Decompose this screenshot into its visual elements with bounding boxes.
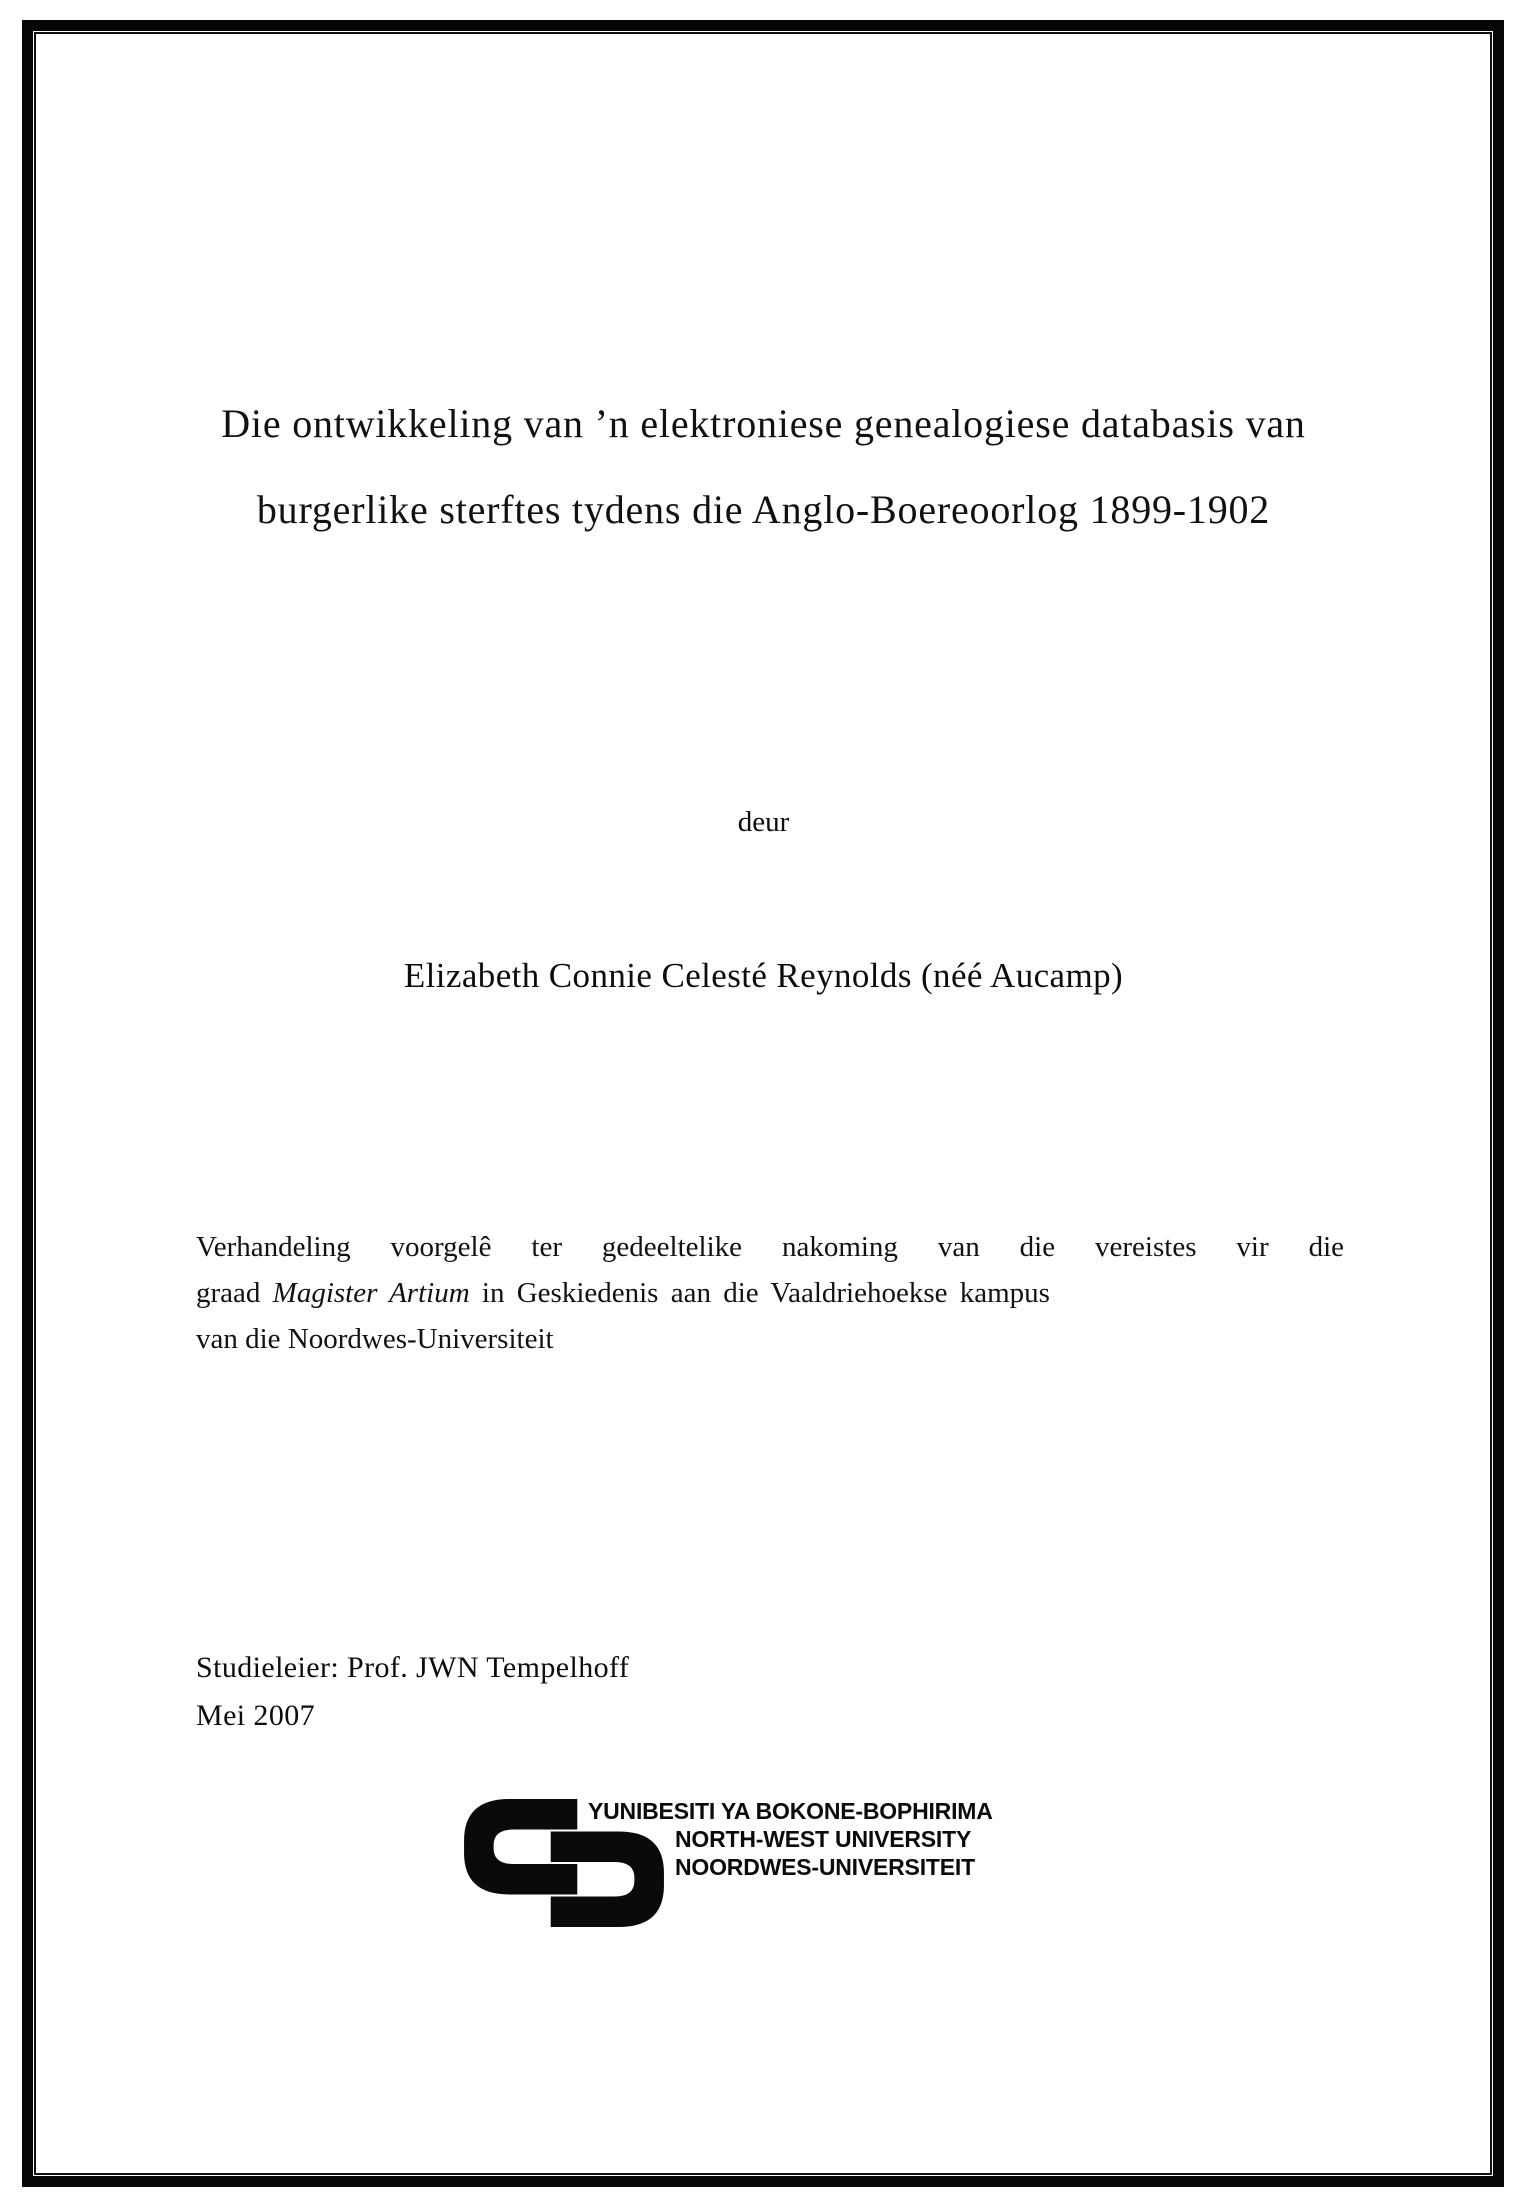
author-name: Elizabeth Connie Celesté Reynolds (néé Aucamp) — [403, 956, 1124, 995]
logo-text-setswana: YUNIBESITI YA BOKONE-BOPHIRIMA — [588, 1798, 993, 1824]
statement-line-2-post: in Geskiedenis aan die Vaaldriehoekse kampus — [469, 1277, 1050, 1309]
supervisor-block — [196, 1644, 629, 1740]
byline: deur — [737, 806, 790, 838]
statement-line-2-pre: graad — [196, 1277, 273, 1309]
date-line: Mei 2007 — [196, 1699, 316, 1732]
university-logo — [464, 1795, 1104, 1935]
supervisor-line: Studieleier: Prof. JWN Tempelhoff — [196, 1651, 630, 1684]
thesis-title-line-1: Die ontwikkeling van ’n elektroniese genealogiese databasis van — [221, 401, 1306, 446]
statement-line-2 — [196, 1270, 1344, 1316]
logo-text-english: NORTH-WEST UNIVERSITY — [675, 1826, 972, 1852]
thesis-title-line-2: burgerlike sterftes tydens die Anglo-Boereoorlog 1899-1902 — [256, 487, 1271, 532]
logo-text-afrikaans: NOORDWES-UNIVERSITEIT — [675, 1854, 975, 1880]
university-logo-text — [588, 1797, 993, 1881]
statement-line-1: Verhandeling voorgelê ter gedeeltelike nakoming van die vereistes vir die — [196, 1231, 1344, 1263]
degree-name-italic: Magister Artium — [272, 1277, 470, 1309]
thesis-title — [115, 381, 1412, 553]
statement-line-3: van die Noordwes-Universiteit — [196, 1323, 554, 1355]
thesis-statement — [196, 1224, 1344, 1362]
